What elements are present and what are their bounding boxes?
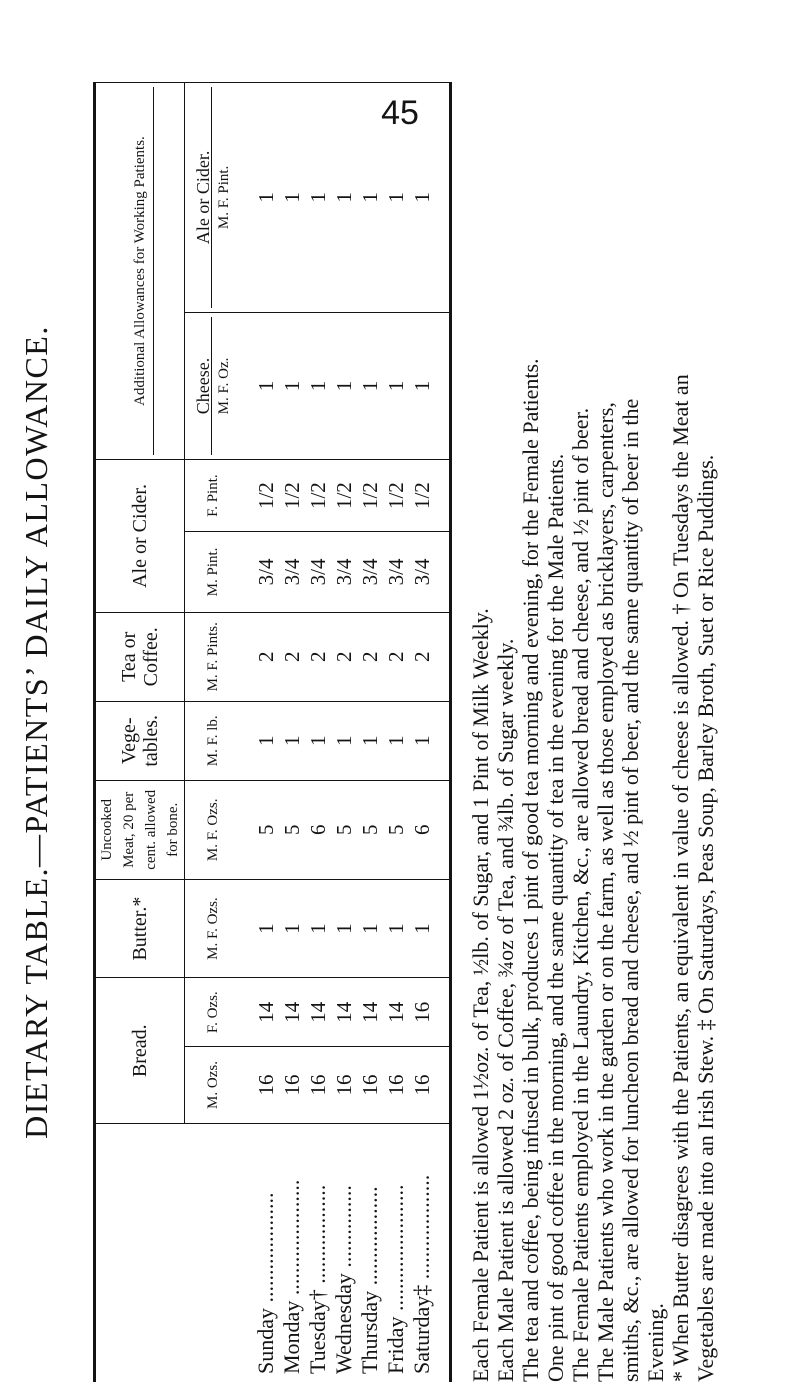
cell-bread-m: 16: [279, 1047, 305, 1124]
cell-bread-m: 16: [357, 1047, 383, 1124]
note-line: One pint of good coffee in the morning, and the same quantity of tea in the evening for the Male Patients.: [543, 453, 568, 1382]
cell-veg: 1: [409, 701, 451, 780]
cell-veg: 1: [241, 701, 279, 780]
cell-veg: 1: [331, 701, 357, 780]
note-line: Vegetables are made into an Irish Stew. ‡ On Saturdays, Peas Soup, Barley Broth, Suet or Rice Puddings.: [693, 454, 718, 1382]
cell-meat: 5: [279, 780, 305, 879]
note-line: smiths, &c., are allowed for luncheon bread and cheese, and ½ pint of beer, and the same quantity of beer in the: [618, 398, 643, 1382]
add-ale-header: Ale or Cider.: [195, 87, 212, 308]
vegetables-subheader: M. F. lb.: [185, 701, 242, 780]
cell-butter: 1: [331, 879, 357, 978]
cell-tea: 2: [331, 612, 357, 701]
cell-ale-f: 1/2: [383, 460, 409, 532]
cell-day: Friday .......................: [383, 1124, 409, 1383]
table-row: [383, 83, 409, 1383]
cell-veg: 1: [279, 701, 305, 780]
table-row: [331, 83, 357, 1383]
note-line: * When Butter disagrees with the Patients, an equivalent in value of cheese is allowed. † On Tuesdays the Meat an: [668, 374, 693, 1382]
cell-bread-f: 14: [357, 978, 383, 1047]
cell-ale-f: 1/2: [279, 460, 305, 532]
note-line: The tea and coffee, being infused in bulk, produces 1 pint of good tea morning and evening, for the Female Patients.: [518, 358, 543, 1382]
rotated-page-content: [16, 82, 784, 1382]
cell-butter: 1: [241, 879, 279, 978]
cell-add-ale: 1: [331, 83, 357, 313]
cell-butter: 1: [305, 879, 331, 978]
cell-tea: 2: [383, 612, 409, 701]
cell-bread-m: 16: [383, 1047, 409, 1124]
cell-bread-m: 16: [331, 1047, 357, 1124]
cell-meat: 5: [241, 780, 279, 879]
tea-coffee-subheader: M. F. Pints.: [185, 612, 242, 701]
cell-bread-f: 14: [279, 978, 305, 1047]
cell-tea: 2: [279, 612, 305, 701]
cell-cheese: 1: [383, 312, 409, 459]
cell-bread-f: 14: [241, 978, 279, 1047]
cell-bread-m: 16: [409, 1047, 451, 1124]
uncooked-meat-header: Uncooked Meat, 20 per cent. allowed for bone.: [95, 780, 185, 879]
cell-meat: 6: [409, 780, 451, 879]
cell-bread-f: 14: [331, 978, 357, 1047]
add-ale-subheader: [185, 83, 242, 313]
add-ale-units: M. F. Pint.: [215, 165, 232, 230]
day-column-header: [95, 1124, 242, 1383]
note-line: The Male Patients who work in the garden or on the farm, as well as those employed as bricklayers, carpenters,: [593, 402, 618, 1382]
note-line: The Female Patients employed in the Laundry, Kitchen, &c., are allowed bread and cheese, and ½ pint of beer.: [568, 407, 593, 1382]
additional-allowances-title: Additional Allowances for Working Patients.: [127, 87, 154, 455]
vegetables-header: Vege-tables.: [95, 701, 185, 780]
cheese-header: Cheese.: [195, 317, 212, 455]
cell-ale-f: 1/2: [409, 460, 451, 532]
cheese-units: M. F. Oz.: [215, 357, 232, 415]
cell-ale-f: 1/2: [241, 460, 279, 532]
cell-meat: 5: [383, 780, 409, 879]
cell-veg: 1: [305, 701, 331, 780]
page-number: 45: [381, 94, 419, 132]
cell-bread-f: 14: [383, 978, 409, 1047]
table-row: [305, 83, 331, 1383]
cell-add-ale: 1: [383, 83, 409, 313]
table-row: [357, 83, 383, 1383]
cell-ale-m: 3/4: [409, 532, 451, 613]
bread-f-subheader: F. Ozs.: [185, 978, 242, 1047]
ale-m-subheader: M. Pint.: [185, 532, 242, 613]
cell-butter: 1: [383, 879, 409, 978]
ale-f-subheader: F. Pint.: [185, 460, 242, 532]
cell-add-ale: 1: [305, 83, 331, 313]
table-row: [279, 83, 305, 1383]
note-line: Each Female Patient is allowed 1½oz. of Tea, ½lb. of Sugar, and 1 Pint of Milk Weekly.: [468, 608, 493, 1382]
dietary-table: [93, 82, 452, 1382]
cell-day: Thursday ..................: [357, 1124, 383, 1383]
cell-day: Monday .....................: [279, 1124, 305, 1383]
dietary-table-body: [241, 83, 451, 1383]
butter-header: Butter.*: [95, 879, 185, 978]
additional-allowances-header: [95, 83, 185, 460]
table-title: DIETARY TABLE.—PATIENTS’ DAILY ALLOWANCE.: [18, 325, 54, 1139]
cell-bread-m: 16: [305, 1047, 331, 1124]
cell-meat: 5: [357, 780, 383, 879]
cell-ale-f: 1/2: [305, 460, 331, 532]
cell-cheese: 1: [357, 312, 383, 459]
cell-ale-f: 1/2: [357, 460, 383, 532]
cell-ale-m: 3/4: [331, 532, 357, 613]
cell-ale-m: 3/4: [305, 532, 331, 613]
cell-ale-m: 3/4: [383, 532, 409, 613]
cell-meat: 6: [305, 780, 331, 879]
ale-cider-header: Ale or Cider.: [95, 460, 185, 613]
cell-veg: 1: [383, 701, 409, 780]
cell-bread-m: 16: [241, 1047, 279, 1124]
table-row: [241, 83, 279, 1383]
cell-veg: 1: [357, 701, 383, 780]
cell-cheese: 1: [331, 312, 357, 459]
cell-add-ale: 1: [357, 83, 383, 313]
cheese-subheader: [185, 312, 242, 459]
cell-day: Tuesday† ..................: [305, 1124, 331, 1383]
cell-tea: 2: [241, 612, 279, 701]
butter-subheader: M. F. Ozs.: [185, 879, 242, 978]
cell-bread-f: 14: [305, 978, 331, 1047]
cell-cheese: 1: [305, 312, 331, 459]
cell-day: Saturday‡ ...................: [409, 1124, 451, 1383]
cell-meat: 5: [331, 780, 357, 879]
note-line: Evening.: [643, 1303, 668, 1382]
cell-ale-m: 3/4: [357, 532, 383, 613]
cell-butter: 1: [409, 879, 451, 978]
cell-ale-f: 1/2: [331, 460, 357, 532]
notes-section: [468, 82, 718, 1382]
cell-day: Sunday ....................: [241, 1124, 279, 1383]
bread-header: Bread.: [95, 978, 185, 1124]
cell-butter: 1: [357, 879, 383, 978]
meat-subheader: M. F. Ozs.: [185, 780, 242, 879]
cell-bread-f: 16: [409, 978, 451, 1047]
cell-cheese: 1: [279, 312, 305, 459]
note-line: Each Male Patient is allowed 2 oz. of Coffee, ¾oz of Tea, and ¾lb. of Sugar weekly.: [493, 638, 518, 1382]
cell-butter: 1: [279, 879, 305, 978]
cell-tea: 2: [305, 612, 331, 701]
cell-ale-m: 3/4: [241, 532, 279, 613]
cell-tea: 2: [357, 612, 383, 701]
cell-day: Wednesday ...............: [331, 1124, 357, 1383]
bread-m-subheader: M. Ozs.: [185, 1047, 242, 1124]
cell-tea: 2: [409, 612, 451, 701]
tea-coffee-header: Tea or Coffee.: [95, 612, 185, 701]
cell-add-ale: 1: [409, 83, 451, 313]
cell-cheese: 1: [241, 312, 279, 459]
table-row: [409, 83, 451, 1383]
cell-add-ale: 1: [241, 83, 279, 313]
cell-ale-m: 3/4: [279, 532, 305, 613]
cell-add-ale: 1: [279, 83, 305, 313]
cell-cheese: 1: [409, 312, 451, 459]
